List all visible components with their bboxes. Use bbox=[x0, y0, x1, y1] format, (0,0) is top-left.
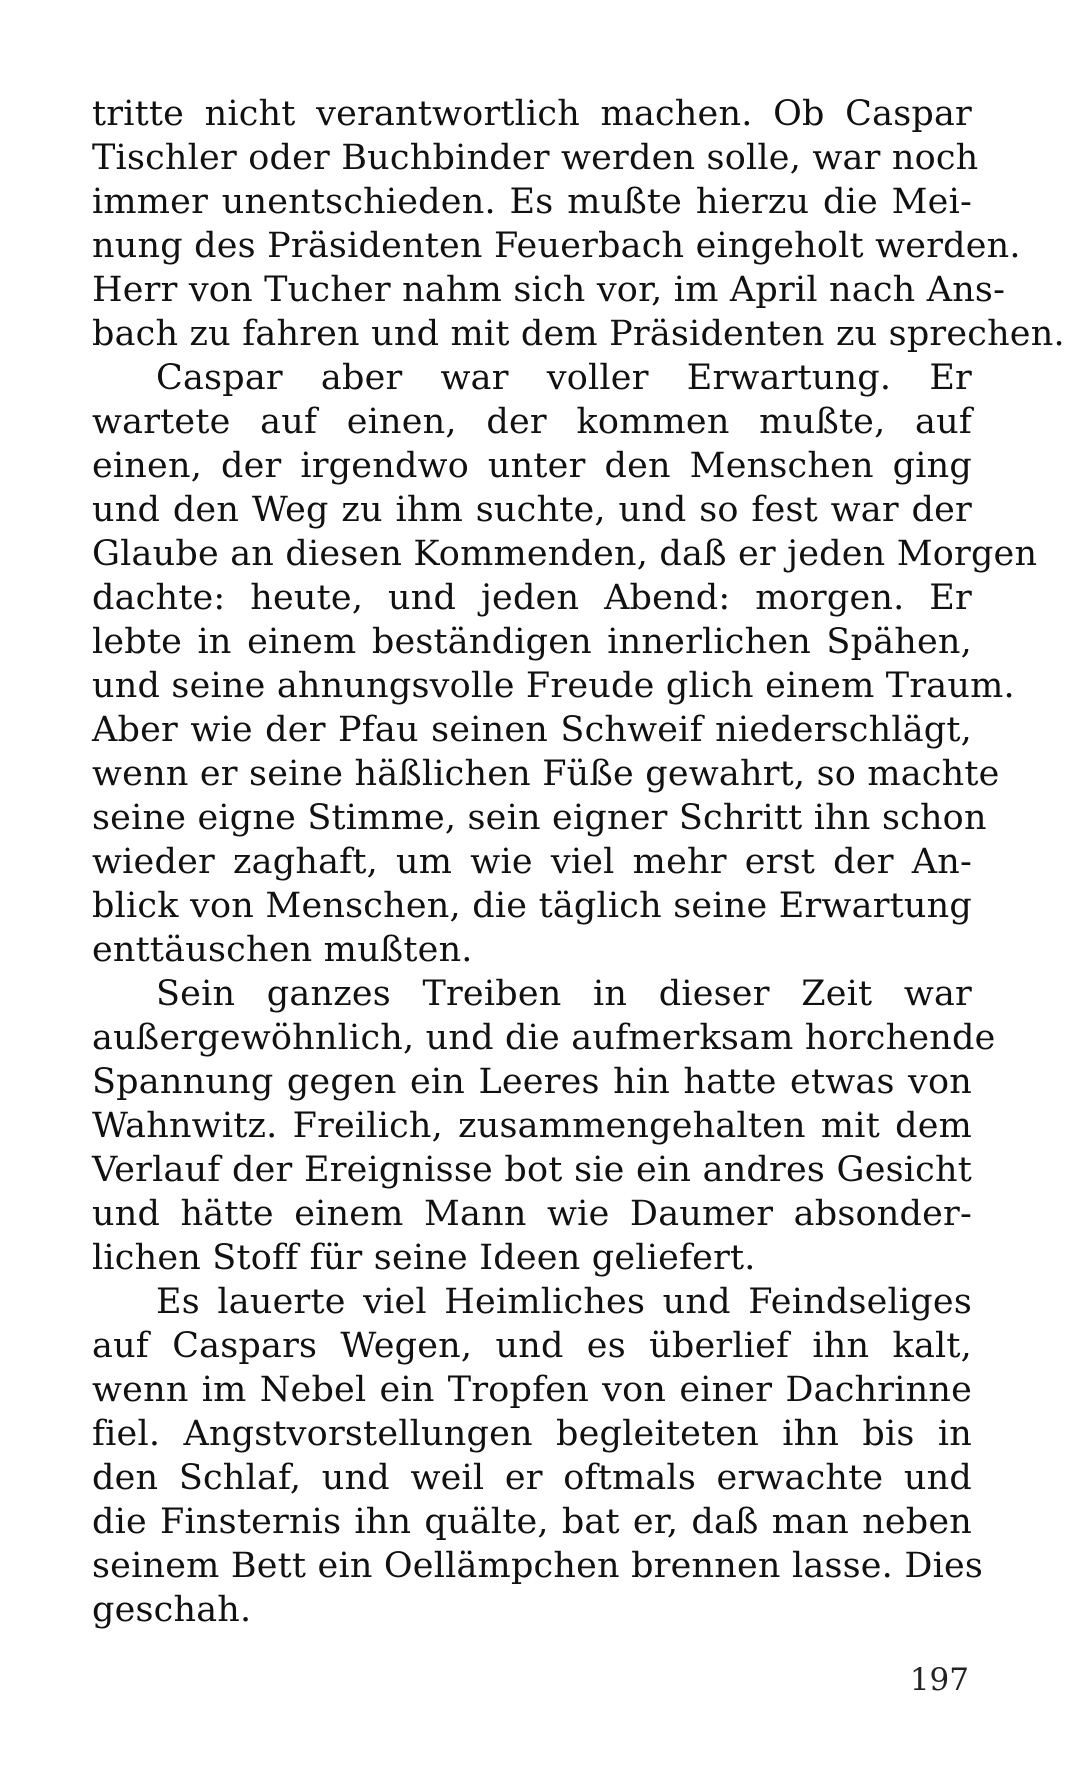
paragraph-start-line: Caspar aber war voller Erwartung. Er bbox=[156, 358, 972, 398]
text-line: tritte nicht verantwortlich machen. Ob Caspar bbox=[92, 94, 972, 134]
text-line: außergewöhnlich, und die aufmerksam horchende bbox=[92, 1018, 996, 1058]
text-line: auf Caspars Wegen, und es überlief ihn kalt, bbox=[92, 1326, 972, 1366]
paragraph-start-line: Es lauerte viel Heimliches und Feindseliges bbox=[156, 1282, 972, 1322]
page-number: 197 bbox=[909, 1662, 969, 1698]
text-line: seinem Bett ein Oellämpchen brennen lasse. Dies bbox=[92, 1546, 984, 1586]
text-line: seine eigne Stimme, sein eigner Schritt ihn schon bbox=[92, 798, 987, 838]
text-line: wenn er seine häßlichen Füße gewahrt, so machte bbox=[92, 754, 1000, 794]
text-line: den Schlaf, und weil er oftmals erwachte und bbox=[92, 1458, 972, 1498]
text-line: fiel. Angstvorstellungen begleiteten ihn bis in bbox=[92, 1414, 972, 1454]
text-line: Verlauf der Ereignisse bot sie ein andres Gesicht bbox=[92, 1150, 972, 1190]
text-line: wartete auf einen, der kommen mußte, auf bbox=[92, 402, 972, 442]
text-line: Wahnwitz. Freilich, zusammengehalten mit dem bbox=[92, 1106, 972, 1146]
text-line: die Finsternis ihn quälte, bat er, daß man neben bbox=[92, 1502, 972, 1542]
text-line: nung des Präsidenten Feuerbach eingeholt werden. bbox=[92, 226, 1021, 266]
text-line: lebte in einem beständigen innerlichen Spähen, bbox=[92, 622, 972, 662]
text-line: enttäuschen mußten. bbox=[92, 930, 473, 970]
text-line: wieder zaghaft, um wie viel mehr erst der An- bbox=[92, 842, 972, 882]
text-line: und hätte einem Mann wie Daumer absonder- bbox=[92, 1194, 972, 1234]
text-line: immer unentschieden. Es mußte hierzu die Mei- bbox=[92, 182, 972, 222]
text-line: Aber wie der Pfau seinen Schweif niederschlägt, bbox=[92, 710, 972, 750]
text-line: Glaube an diesen Kommenden, daß er jeden Morgen bbox=[92, 534, 1038, 574]
text-line: lichen Stoff für seine Ideen geliefert. bbox=[92, 1238, 756, 1278]
body-text bbox=[92, 92, 1065, 1632]
text-line: Spannung gegen ein Leeres hin hatte etwas von bbox=[92, 1062, 972, 1102]
paragraph-start-line: Sein ganzes Treiben in dieser Zeit war bbox=[156, 974, 972, 1014]
text-line: geschah. bbox=[92, 1590, 252, 1630]
text-line: und seine ahnungsvolle Freude glich einem Traum. bbox=[92, 666, 1015, 706]
text-line: und den Weg zu ihm suchte, und so fest war der bbox=[92, 490, 972, 530]
text-line: Herr von Tucher nahm sich vor, im April nach Ans- bbox=[92, 270, 1006, 310]
text-line: wenn im Nebel ein Tropfen von einer Dachrinne bbox=[92, 1370, 972, 1410]
text-line: einen, der irgendwo unter den Menschen ging bbox=[92, 446, 972, 486]
text-line: bach zu fahren und mit dem Präsidenten zu sprechen. bbox=[92, 314, 1065, 354]
text-line: Tischler oder Buchbinder werden solle, war noch bbox=[92, 138, 979, 178]
text-line: blick von Menschen, die täglich seine Erwartung bbox=[92, 886, 972, 926]
text-line: dachte: heute, und jeden Abend: morgen. Er bbox=[92, 578, 972, 618]
